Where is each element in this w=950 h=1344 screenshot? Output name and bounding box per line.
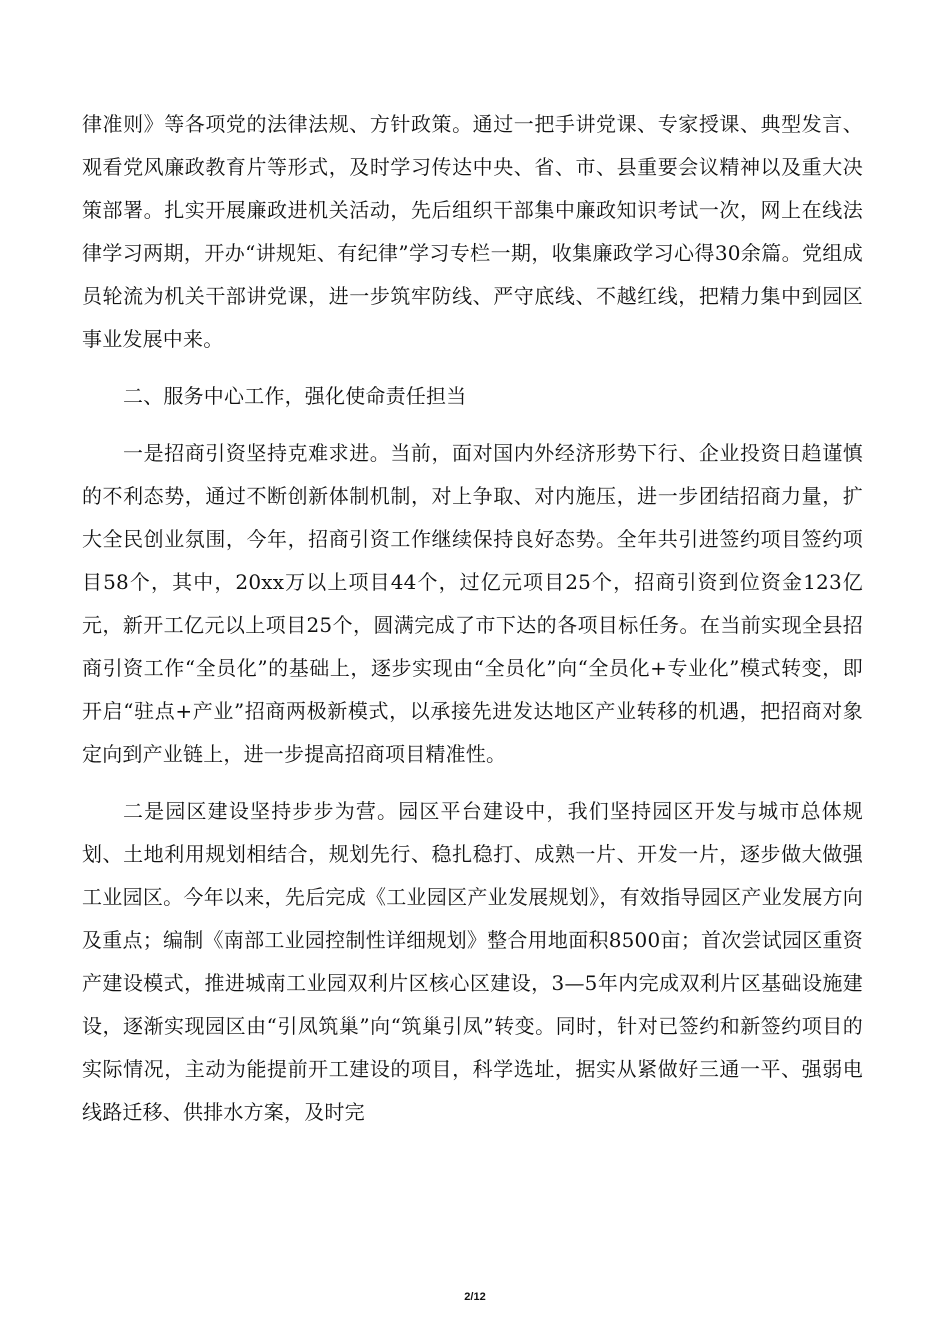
paragraph-discipline-study: 律准则》等各项党的法律法规、方针政策。通过一把手讲党课、专家授课、典型发言、观看党风廉政教育片等形式，及时学习传达中央、省、市、县重要会议精神以及重大决策部署。扎实开展廉政进机关活动，先后组织干部集中廉政知识考试一次，网上在线法律学习两期，开办“讲规矩、有纪律”学习专栏一期，收集廉政学习心得30余篇。党组成员轮流为机关干部讲党课，进一步筑牢防线、严守底线、不越红线，把精力集中到园区事业发展中来。 [82,112,863,351]
page-number: 2/12 [464,1291,486,1303]
paragraph-park-construction: 二是园区建设坚持步步为营。园区平台建设中，我们坚持园区开发与城市总体规划、土地利用规划相结合，规划先行、稳扎稳打、成熟一片、开发一片，逐步做大做强工业园区。今年以来，先后完成《工业园区产业发展规划》，有效指导园区产业发展方向及重点；编制《南部工业园控制性详细规划》整合用地面积8500亩；首次尝试园区重资产建设模式，推进城南工业园双利片区核心区建设，3—5年内完成双利片区基础设施建设，逐渐实现园区由“引凤筑巢”向“筑巢引凤”转变。同时，针对已签约和新签约项目的实际情况，主动为能提前开工建设的项目，科学选址，据实从紧做好三通一平、强弱电线路迁移、供排水方案，及时完 [82,799,863,1124]
document-body [82,103,863,1134]
section-heading-serve-center: 二、服务中心工作，强化使命责任担当 [123,384,467,408]
paragraph-investment: 一是招商引资坚持克难求进。当前，面对国内外经济形势下行、企业投资日趋谨慎的不利态势，通过不断创新体制机制，对上争取、对内施压，进一步团结招商力量，扩大全民创业氛围，今年，招商引资工作继续保持良好态势。全年共引进签约项目签约项目58个，其中，20xx万以上项目44个，过亿元项目25个，招商引资到位资金123亿元，新开工亿元以上项目25个，圆满完成了市下达的各项目标任务。在当前实现全县招商引资工作“全员化”的基础上，逐步实现由“全员化”向“全员化+专业化”模式转变，即开启“驻点+产业”招商两极新模式，以承接先进发达地区产业转移的机遇，把招商对象定向到产业链上，进一步提高招商项目精准性。 [82,441,863,766]
